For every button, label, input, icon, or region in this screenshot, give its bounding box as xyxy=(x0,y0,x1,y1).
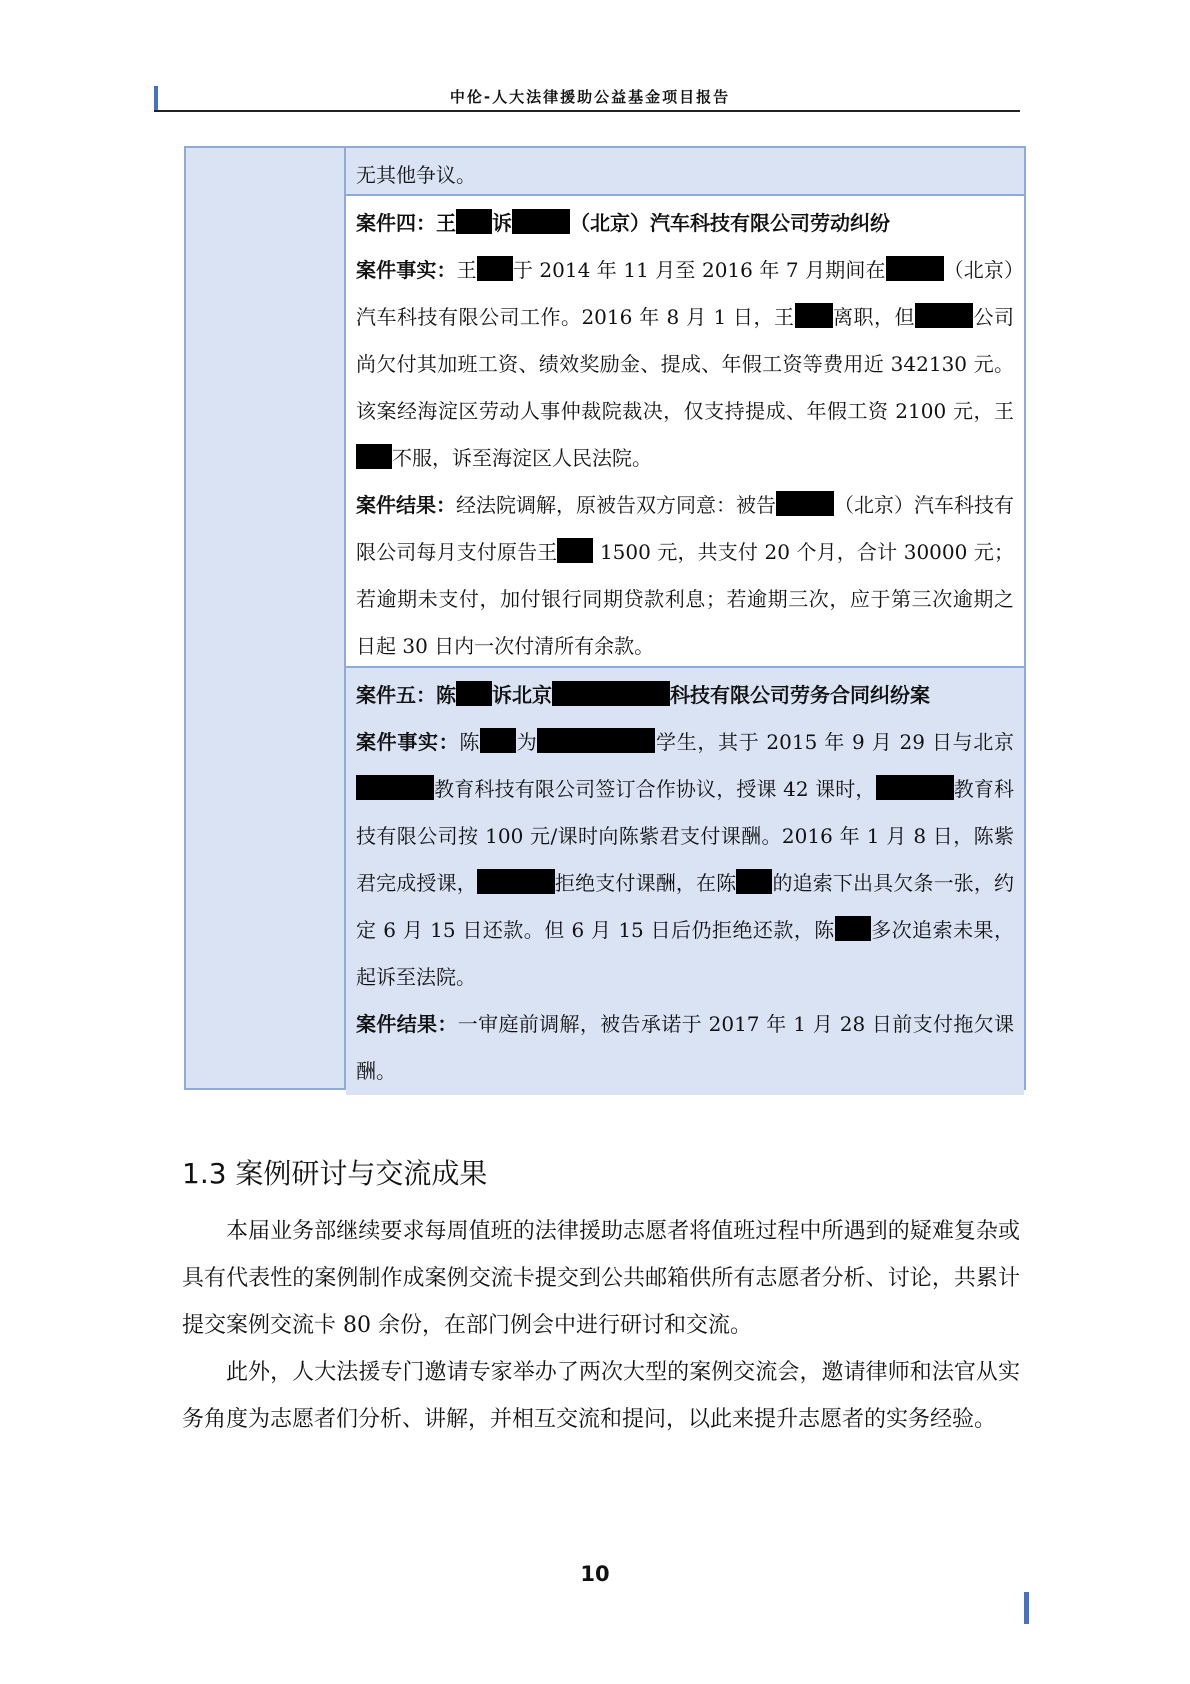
header-title: 中伦-人大法律援助公益基金项目报告 xyxy=(449,88,731,106)
redaction-box xyxy=(776,491,834,516)
case5-title: 案件五：陈 诉北京 科技有限公司劳务合同纠纷案 xyxy=(356,683,930,707)
footer-accent-bar xyxy=(1024,1592,1029,1624)
case4-result: 案件结果：经法院调解，原被告双方同意：被告 （北京）汽车科技有限公司每月支付原告王 1500 元，共支付 20 个月，合计 30000 元；若逾期未支付，加付银行同期贷款利息；若逾期三次，应于第三次逾期之日起 30 日内一次付清所有余款。 xyxy=(356,493,1014,658)
page-number: 10 xyxy=(580,1562,610,1586)
section-heading: 1.3 案例研讨与交流成果 xyxy=(182,1157,488,1190)
redaction-box xyxy=(876,775,954,800)
case5-facts: 案件事实：陈 为 学生，其于 2015 年 9 月 29 日与北京教育科技有限公司签订合作协议，授课 42 课时， 教育科技有限公司按 100 元/课时向陈紫君支付课酬。2016 年 1 月 8 日，陈紫君完成授课， 拒绝支付课酬，在陈 的追索下出具欠条一张，约定 6 月 15 日还款。但 6 月 15 日后仍拒绝还款，陈 多次追索未果，起诉至法院。 xyxy=(356,730,1015,989)
redaction-box xyxy=(557,538,593,563)
row-a-text: 无其他争议。 xyxy=(356,163,476,187)
header-accent-bar xyxy=(154,86,158,110)
redaction-box xyxy=(915,303,973,328)
case4-facts: 案件事实：王 于 2014 年 11 月至 2016 年 7 月期间在 （北京）汽车科技有限公司工作。2016 年 8 月 1 日，王 离职，但 公司尚欠付其加班工资、绩效奖励金、提成、年假工资等费用近 342130 元。该案经海淀区劳动人事仲裁院裁决，仅支持提成、年假工资 2100 元，王不服，诉至海淀区人民法院。 xyxy=(356,258,1015,470)
case5-result: 案件结果：一审庭前调解，被告承诺于 2017 年 1 月 28 日前支付拖欠课酬。 xyxy=(356,1012,1015,1083)
redaction-box xyxy=(552,681,670,706)
table-left-column xyxy=(186,148,346,1088)
case4-title: 案件四：王 诉 （北京）汽车科技有限公司劳动纠纷 xyxy=(356,211,890,235)
redaction-box xyxy=(356,775,434,800)
redaction-box xyxy=(477,256,513,281)
table-cell-row-a xyxy=(346,148,1024,196)
section-paragraph-1: 本届业务部继续要求每周值班的法律援助志愿者将值班过程中所遇到的疑难复杂或具有代表性的案例制作成案例交流卡提交到公共邮箱供所有志愿者分析、讨论，共累计提交案例交流卡 80 余份，在部门例会中进行研讨和交流。 xyxy=(182,1219,1020,1338)
redaction-box xyxy=(356,444,392,469)
redaction-box xyxy=(477,869,555,894)
header-rule xyxy=(154,110,1020,112)
case5-facts-label: 案件事实： xyxy=(356,730,460,754)
redaction-box xyxy=(886,256,944,281)
case5-result-label: 案件结果： xyxy=(356,1012,458,1036)
redaction-box xyxy=(512,209,570,234)
redaction-box xyxy=(736,869,772,894)
case4-result-label: 案件结果： xyxy=(356,493,456,517)
case-table xyxy=(184,146,1026,1090)
redaction-box xyxy=(835,916,871,941)
redaction-box xyxy=(795,303,833,328)
table-cell-case-5 xyxy=(346,668,1024,1095)
case4-facts-label: 案件事实： xyxy=(356,258,457,282)
redaction-box xyxy=(480,728,516,753)
redaction-box xyxy=(537,728,655,753)
redaction-box xyxy=(456,681,492,706)
redaction-box xyxy=(456,209,492,234)
section-body xyxy=(182,1208,1020,1443)
section-paragraph-2: 此外，人大法援专门邀请专家举办了两次大型的案例交流会，邀请律师和法官从实务角度为志愿者们分析、讲解，并相互交流和提问，以此来提升志愿者的实务经验。 xyxy=(182,1360,1020,1432)
table-right-column xyxy=(346,148,1024,1088)
table-cell-case-4 xyxy=(346,196,1024,668)
